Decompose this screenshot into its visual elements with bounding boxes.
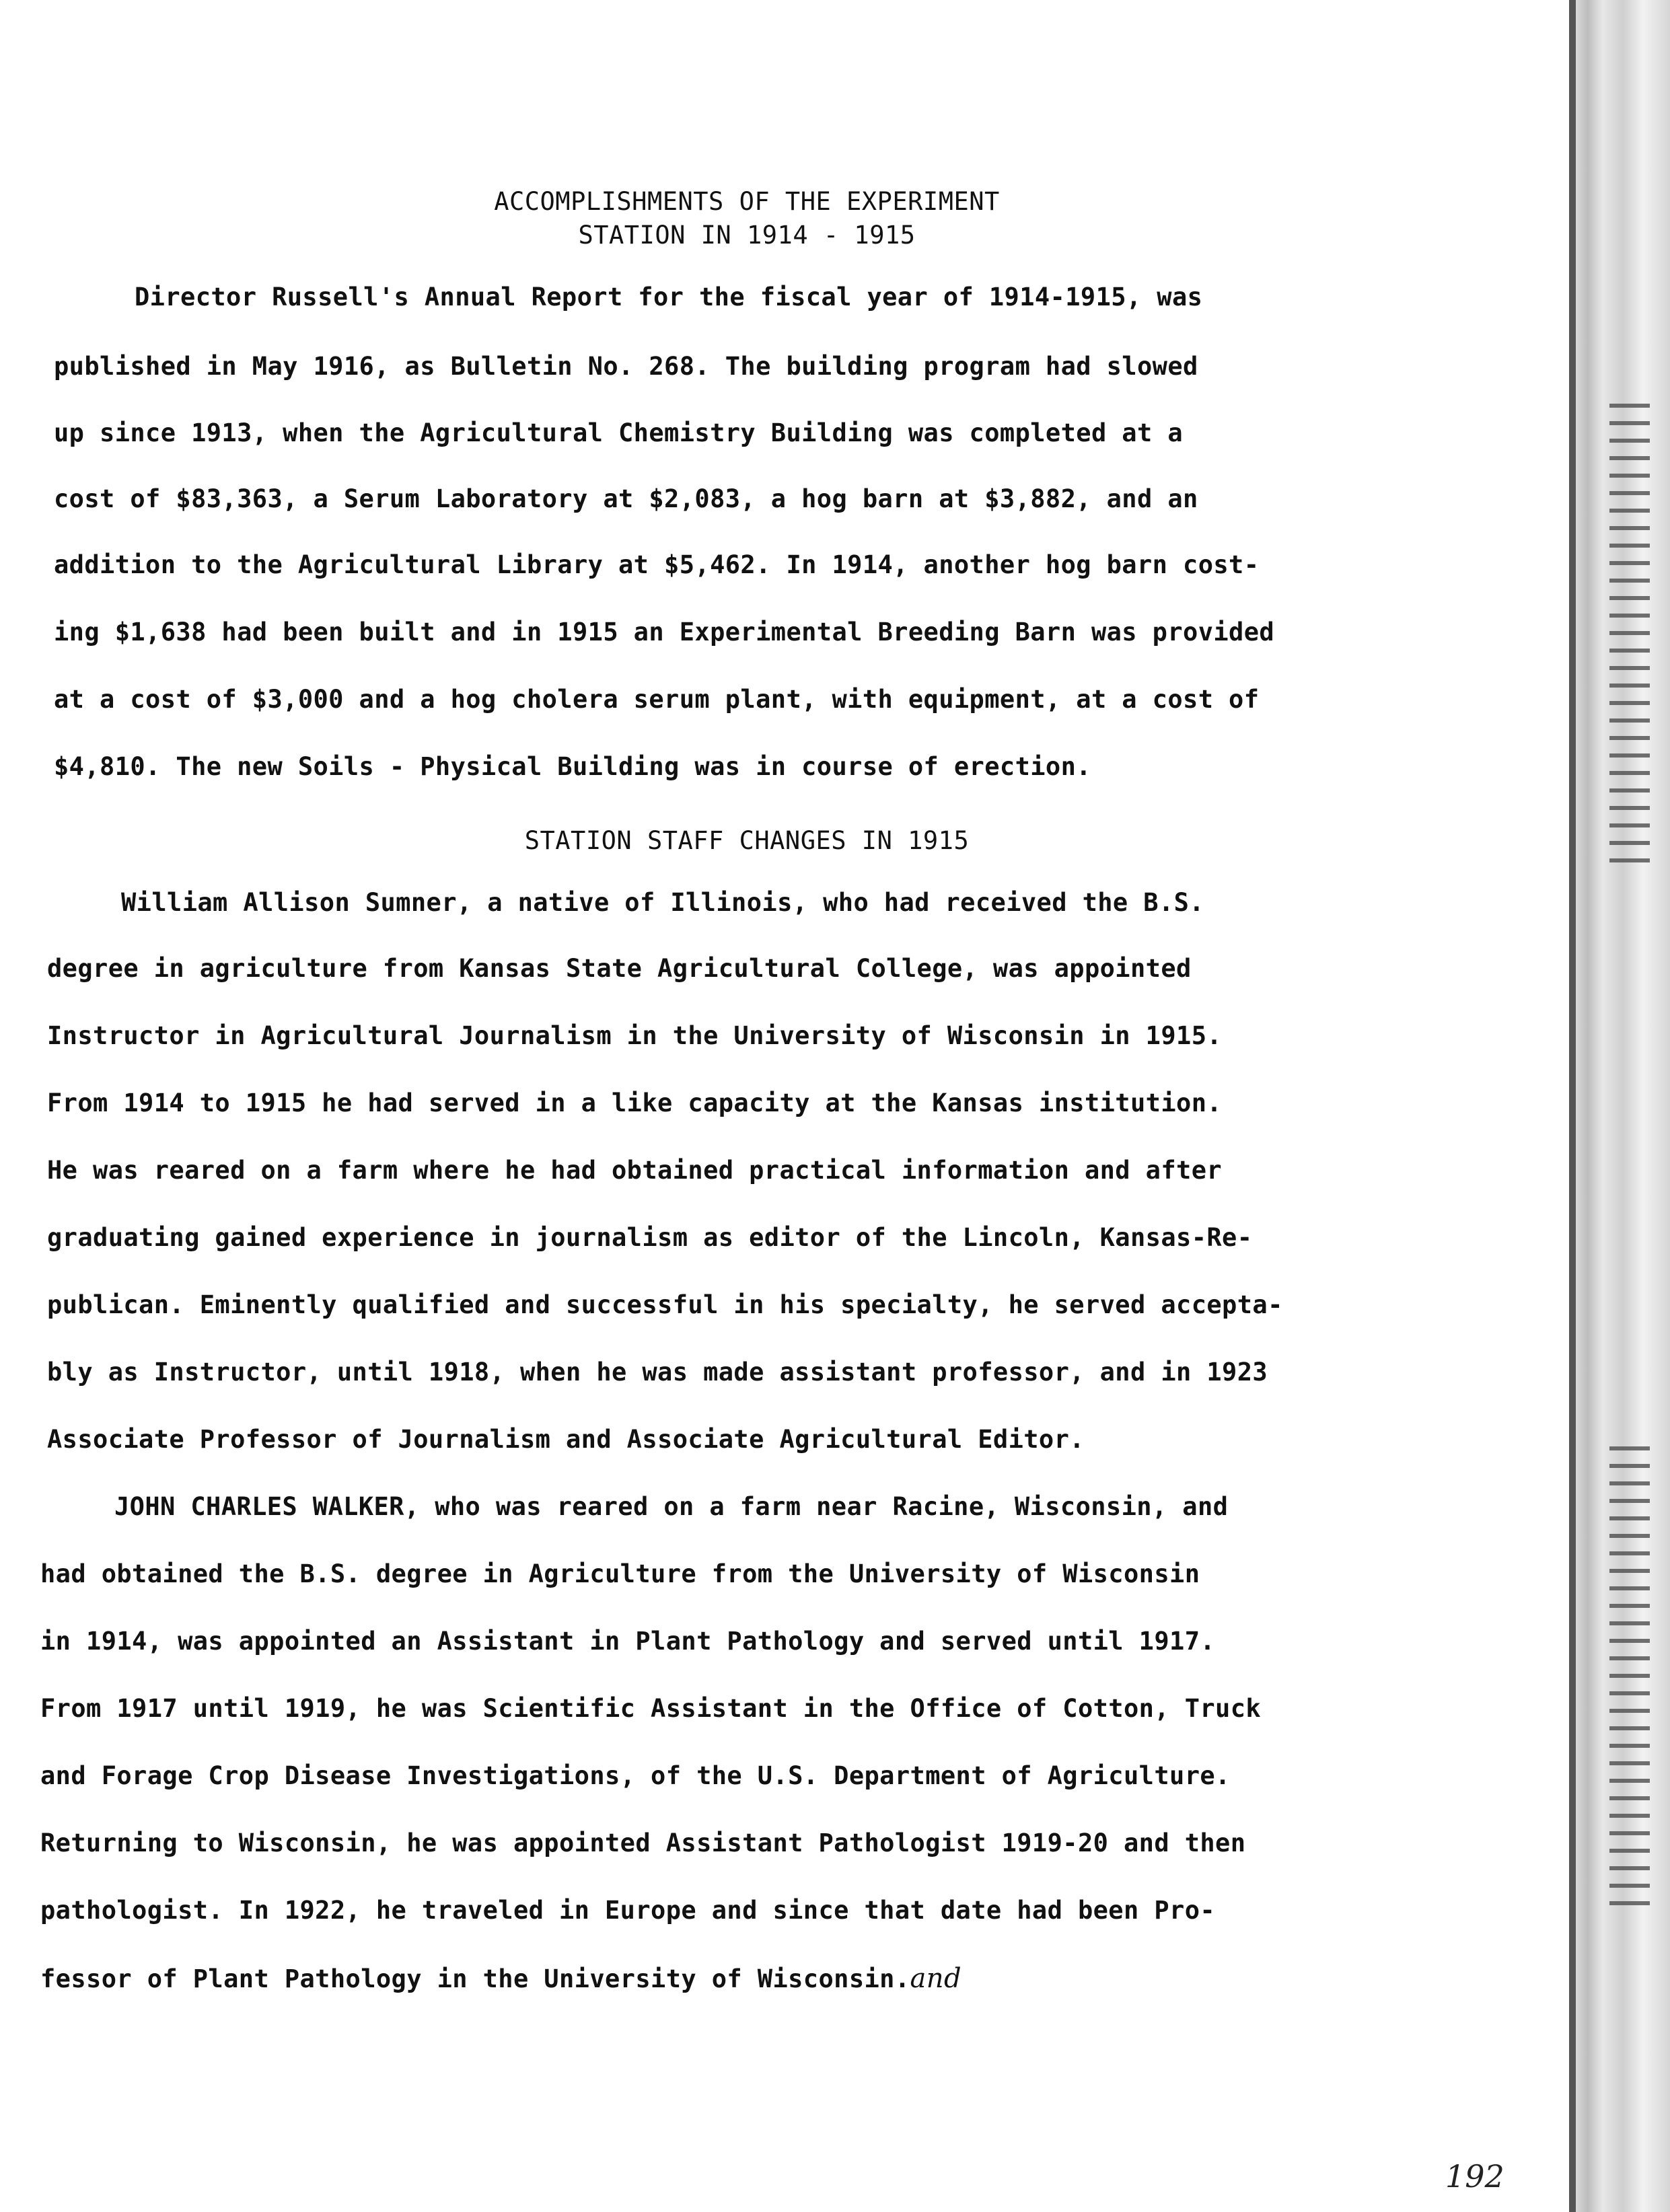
paragraph-1-line: cost of $83,363, a Serum Laboratory at $2,083, a hog barn at $3,882, and an xyxy=(54,484,1198,513)
paragraph-2-line: degree in agriculture from Kansas State Agricultural College, was appointed xyxy=(47,954,1192,983)
paragraph-2-line: He was reared on a farm where he had obtained practical information and after xyxy=(47,1156,1223,1185)
paragraph-2-line: William Allison Sumner, a native of Illinois, who had received the B.S. xyxy=(121,888,1204,917)
page-edge-marks xyxy=(1609,404,1650,875)
paragraph-1-line: Director Russell's Annual Report for the fiscal year of 1914-1915, was xyxy=(135,283,1203,311)
paragraph-3-line xyxy=(40,1963,961,1994)
paragraph-3-line: pathologist. In 1922, he traveled in Europe and since that date had been Pro- xyxy=(40,1896,1216,1925)
paragraph-3-line: From 1917 until 1919, he was Scientific Assistant in the Office of Cotton, Truck xyxy=(40,1694,1262,1723)
binding-edge xyxy=(1569,0,1576,2212)
paragraph-2-line: publican. Eminently qualified and successful in his specialty, he served accepta- xyxy=(47,1290,1283,1319)
page-edge-marks xyxy=(1609,1446,1650,1917)
book-binding xyxy=(1576,0,1670,2212)
paragraph-2-line: From 1914 to 1915 he had served in a like capacity at the Kansas institution. xyxy=(47,1089,1223,1117)
paragraph-3-line: had obtained the B.S. degree in Agriculture from the University of Wisconsin xyxy=(40,1559,1200,1588)
paragraph-1-line: up since 1913, when the Agricultural Chemistry Building was completed at a xyxy=(54,418,1184,447)
paragraph-1-line: published in May 1916, as Bulletin No. 268. The building program had slowed xyxy=(54,352,1198,381)
paragraph-3-line: Returning to Wisconsin, he was appointed Assistant Pathologist 1919-20 and then xyxy=(40,1829,1246,1857)
paragraph-1-line: addition to the Agricultural Library at $5,462. In 1914, another hog barn cost- xyxy=(54,550,1260,579)
paragraph-3-last-line-text: fessor of Plant Pathology in the University of Wisconsin. xyxy=(40,1964,910,1993)
paragraph-2-line: Instructor in Agricultural Journalism in the University of Wisconsin in 1915. xyxy=(47,1021,1223,1050)
paragraph-2-line: bly as Instructor, until 1918, when he was made assistant professor, and in 1923 xyxy=(47,1358,1268,1387)
handwritten-addition: and xyxy=(910,1963,961,1994)
paragraph-3-line: and Forage Crop Disease Investigations, of the U.S. Department of Agriculture. xyxy=(40,1761,1231,1790)
paragraph-3-line: JOHN CHARLES WALKER, who was reared on a farm near Racine, Wisconsin, and xyxy=(114,1492,1229,1521)
document-title-line-1: ACCOMPLISHMENTS OF THE EXPERIMENT xyxy=(494,187,1000,216)
paragraph-1-line: $4,810. The new Soils - Physical Building was in course of erection. xyxy=(54,752,1091,781)
section-heading: STATION STAFF CHANGES IN 1915 xyxy=(524,826,970,855)
paragraph-1-line: ing $1,638 had been built and in 1915 an Experimental Breeding Barn was provided xyxy=(54,618,1275,647)
paragraph-2-line: Associate Professor of Journalism and Associate Agricultural Editor. xyxy=(47,1425,1085,1454)
document-title-line-2: STATION IN 1914 - 1915 xyxy=(578,221,916,250)
paragraph-1-line: at a cost of $3,000 and a hog cholera serum plant, with equipment, at a cost of xyxy=(54,685,1260,714)
page-number: 192 xyxy=(1445,2158,1504,2195)
paragraph-3-line: in 1914, was appointed an Assistant in Plant Pathology and served until 1917. xyxy=(40,1627,1216,1656)
paragraph-2-line: graduating gained experience in journalism as editor of the Lincoln, Kansas-Re- xyxy=(47,1223,1253,1252)
